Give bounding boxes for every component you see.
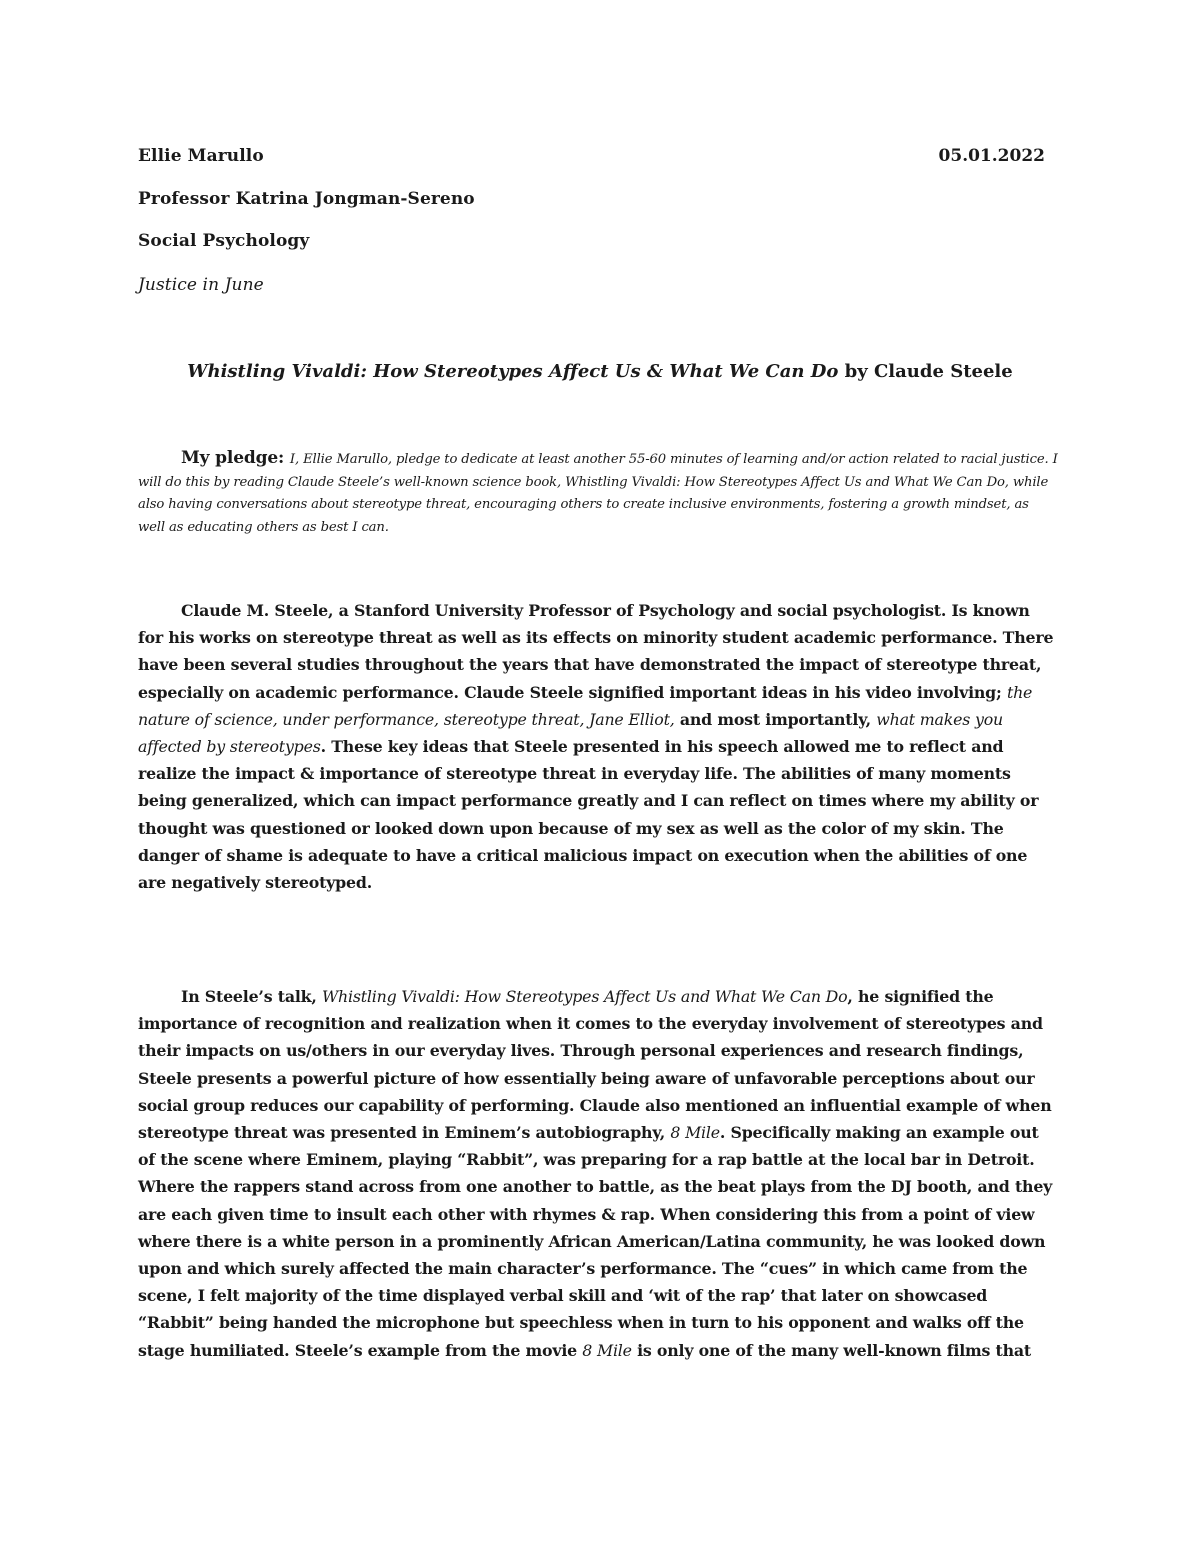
paragraph-2-italic-b: 8 Mile [670,1123,720,1143]
paragraph-2-italic-c: 8 Mile [582,1340,632,1360]
book-title: Whistling Vivaldi: How Stereotypes Affect Us & What We Can Do [187,361,839,382]
paragraph-2-text-d: is only one of the many well-known films that [631,1340,1032,1360]
author-name: Ellie Marullo [138,146,264,166]
paragraph-2-text-b: , he signified the importance of recognition and realization when it comes to the everyday involvement of stereotypes and their impacts on us/others in our everyday lives. Through personal experiences and research findings, Steele presents a powerful picture of how essentially being aware of unfavorable perceptions about our social group reduces our capability of performing. Claude also mentioned an influential example of when stereotype threat was presented in Eminem’s autobiography, [138,987,1052,1143]
pledge-paragraph [138,447,1058,539]
document-date: 05.01.2022 [938,146,1045,166]
title-byline: by Claude Steele [838,361,1013,382]
paragraph-1-text-b: and most importantly, [674,709,877,729]
paragraph-1-text-c: . These key ideas that Steele presented in his speech allowed me to reflect and realize the impact & importance of stereotype threat in everyday life. The abilities of many moments being generalized, which can impact performance greatly and I can reflect on times where my ability or thought was questioned or looked down upon because of my sex as well as the color of my skin. The danger of shame is adequate to have a critical malicious impact on execution when the abilities of one are negatively stereotyped. [138,737,1039,893]
paragraph-2-text-c: . Specifically making an example out of the scene where Eminem, playing “Rabbit”, was preparing for a rap battle at the local bar in Detroit. Where the rappers stand across from one another to battle, as the beat plays from the DJ booth, and they are each given time to insult each other with rhymes & rap. When considering this from a point of view where there is a white person in a prominently African American/Latina community, he was looked down upon and which surely affected the main character’s performance. The “cues” in which came from the scene, I felt majority of the time displayed verbal skill and ‘wit of the rap’ that later on showcased “Rabbit” being handed the microphone but speechless when in turn to his opponent and walks off the stage humiliated. Steele’s example from the movie [138,1123,1053,1360]
paragraph-1-italic-a: the nature of science, under performance, stereotype threat, Jane Elliot, [138,682,1033,729]
paragraph-1-text-a: Claude M. Steele, a Stanford University Professor of Psychology and social psychologist. Is known for his works on stereotype threat as well as its effects on minority student academic performance. There have been several studies throughout the years that have demonstrated the impact of stereotype threat, especially on academic performance. Claude Steele signified important ideas in his video involving; [138,601,1054,702]
paragraph-1-italic-b: what makes you affected by stereotypes [138,709,1004,757]
essay-title [0,361,1200,382]
professor-name: Professor Katrina Jongman-Sereno [138,189,475,209]
pledge-text: I, Ellie Marullo, pledge to dedicate at least another 55-60 minutes of learning and/or action related to racial justice. I will do this by reading Claude Steele’s well-known science book, Whistling Vivaldi: How Stereotypes Affect Us and What We Can Do, while also having conversations about stereotype threat, encouraging others to create inclusive environments, fostering a growth mindset, as well as educating others as best I can. [138,452,1058,535]
body-paragraph-1 [138,597,1060,896]
body-paragraph-2 [138,983,1060,1364]
course-name: Social Psychology [138,231,310,251]
assignment-name: Justice in June [138,275,264,295]
paragraph-2-italic-a: Whistling Vivaldi: How Stereotypes Affect Us and What We Can Do [322,987,848,1006]
pledge-label: My pledge: [181,448,290,468]
paragraph-2-text-a: In Steele’s talk, [181,987,323,1006]
